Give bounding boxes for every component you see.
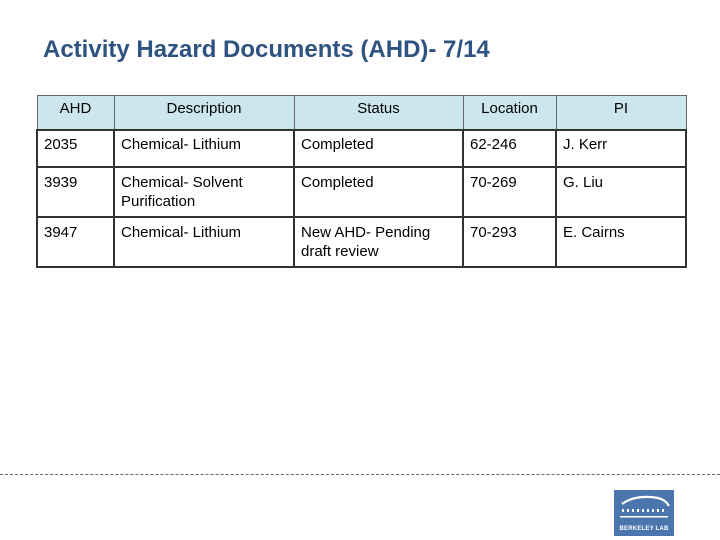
berkeley-lab-logo-icon [614,490,674,524]
cell-description: Chemical- Solvent Purification [114,167,294,217]
cell-pi: E. Cairns [556,217,686,267]
cell-description: Chemical- Lithium [114,130,294,167]
cell-pi: J. Kerr [556,130,686,167]
header-description: Description [114,96,294,131]
cell-location: 70-269 [463,167,556,217]
table-row [37,130,686,167]
cell-ahd: 2035 [37,130,114,167]
cell-pi: G. Liu [556,167,686,217]
logo-text: BERKELEY LAB [619,526,669,532]
cell-location: 62-246 [463,130,556,167]
header-pi: PI [556,96,686,131]
cell-status: Completed [294,130,463,167]
table-row [37,217,686,267]
cell-description: Chemical- Lithium [114,217,294,267]
berkeley-lab-logo [614,490,674,536]
table-row [37,167,686,217]
header-location: Location [463,96,556,131]
ahd-table [36,95,687,268]
page-title: Activity Hazard Documents (AHD)- 7/14 [43,36,490,63]
cell-ahd: 3947 [37,217,114,267]
cell-location: 70-293 [463,217,556,267]
cell-status: New AHD- Pending draft review [294,217,463,267]
header-status: Status [294,96,463,131]
cell-status: Completed [294,167,463,217]
footer-divider [0,474,720,475]
cell-ahd: 3939 [37,167,114,217]
table-header-row [37,96,686,131]
header-ahd: AHD [37,96,114,131]
